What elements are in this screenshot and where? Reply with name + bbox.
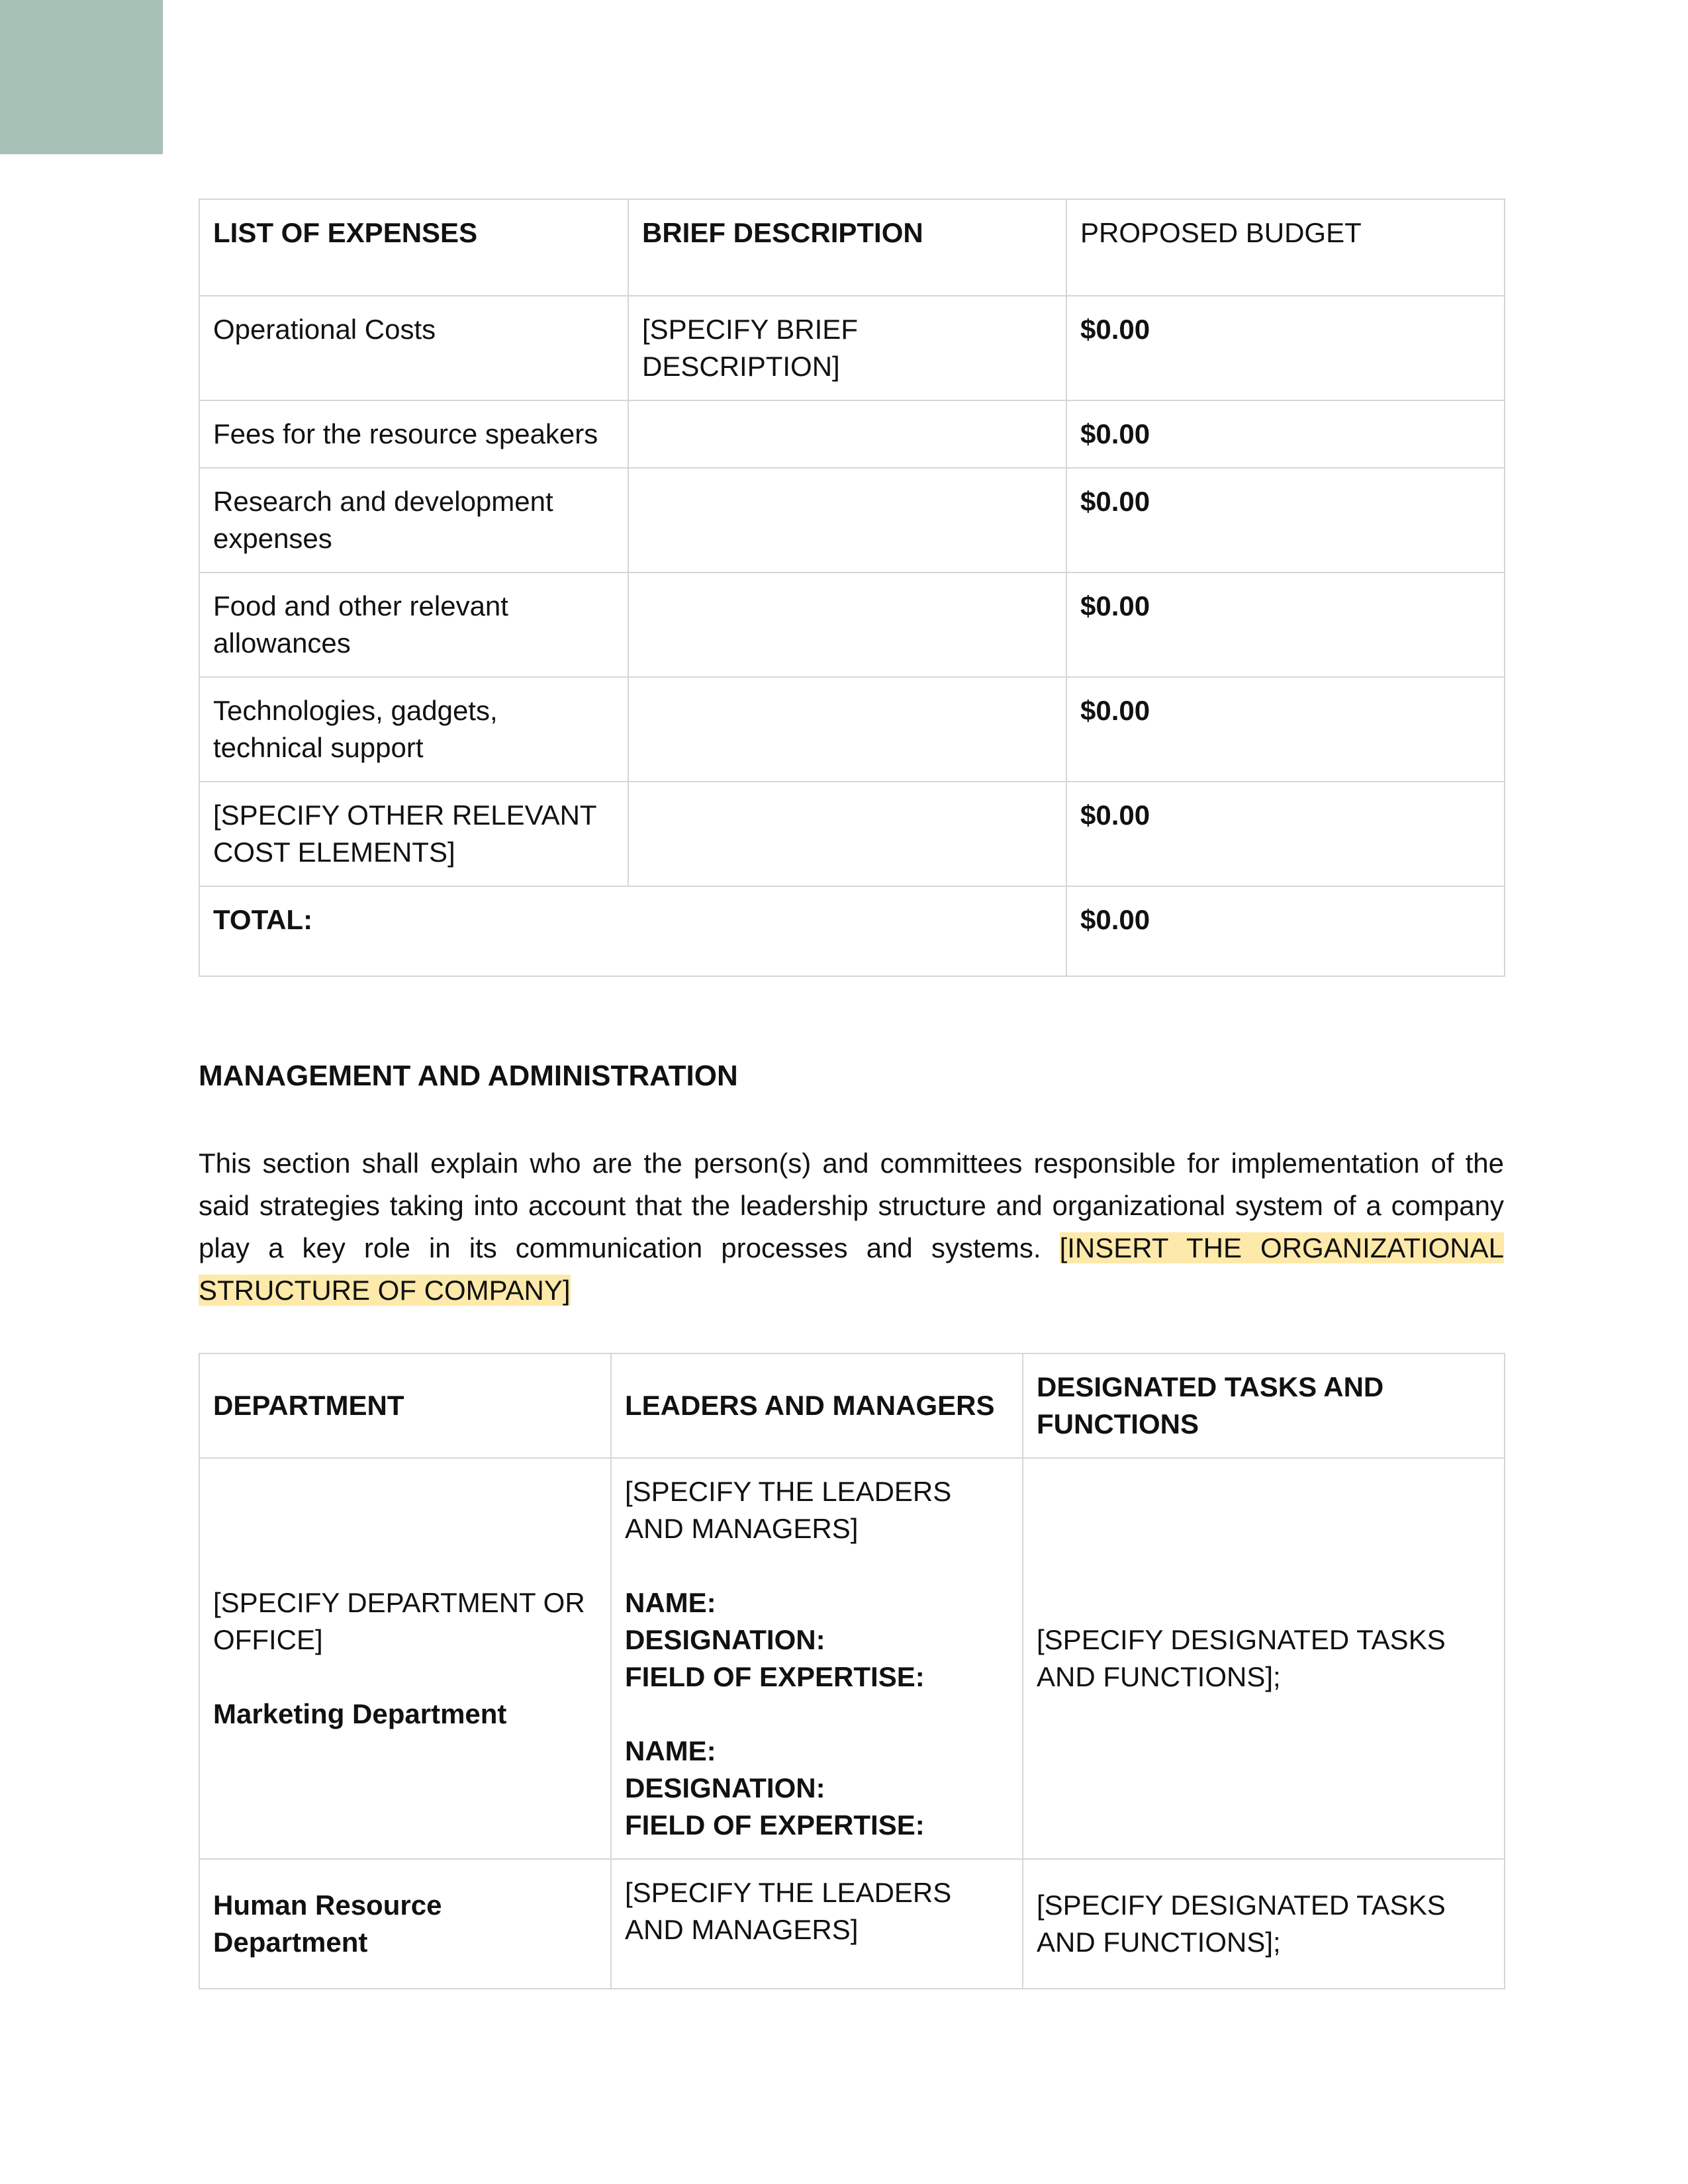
expertise-label: FIELD OF EXPERTISE: bbox=[625, 1661, 925, 1692]
table-header-row bbox=[199, 1353, 1505, 1458]
name-label: NAME: bbox=[625, 1735, 716, 1766]
budget-cell: $0.00 bbox=[1066, 468, 1505, 572]
expense-cell: Fees for the resource speakers bbox=[199, 400, 628, 468]
expense-cell: Food and other relevant allowances bbox=[199, 572, 628, 677]
department-cell bbox=[199, 1458, 611, 1859]
section-heading: MANAGEMENT AND ADMINISTRATION bbox=[199, 1060, 738, 1092]
table-row bbox=[199, 296, 1505, 400]
table-row bbox=[199, 782, 1505, 886]
description-cell bbox=[628, 677, 1066, 782]
document-page bbox=[199, 199, 1504, 1989]
leaders-placeholder: [SPECIFY THE LEADERS AND MANAGERS] bbox=[611, 1859, 1023, 1989]
department-name: Marketing Department bbox=[213, 1698, 507, 1729]
expense-cell: Technologies, gadgets, technical support bbox=[199, 677, 628, 782]
department-placeholder: [SPECIFY DEPARTMENT OR OFFICE] bbox=[213, 1587, 585, 1655]
header-leaders-and-managers: LEADERS AND MANAGERS bbox=[611, 1353, 1023, 1458]
description-cell bbox=[628, 572, 1066, 677]
section-paragraph bbox=[199, 1142, 1504, 1312]
department-name: Human Resource Department bbox=[199, 1859, 611, 1989]
corner-accent-block bbox=[0, 0, 163, 154]
description-cell bbox=[628, 782, 1066, 886]
description-cell bbox=[628, 468, 1066, 572]
expense-cell: Operational Costs bbox=[199, 296, 628, 400]
paragraph-text: This section shall explain who are the person(s) and committees responsible for implementation of the said strategies taking into account that the leadership structure and organizational system of a company play a key role in its communication processes and systems. bbox=[199, 1148, 1504, 1263]
total-value: $0.00 bbox=[1066, 886, 1505, 976]
expense-cell: Research and development expenses bbox=[199, 468, 628, 572]
designation-label: DESIGNATION: bbox=[625, 1772, 825, 1803]
expense-cell: [SPECIFY OTHER RELEVANT COST ELEMENTS] bbox=[199, 782, 628, 886]
header-list-of-expenses: LIST OF EXPENSES bbox=[199, 199, 628, 296]
header-designated-tasks: DESIGNATED TASKS AND FUNCTIONS bbox=[1023, 1353, 1505, 1458]
header-department: DEPARTMENT bbox=[199, 1353, 611, 1458]
table-header-row bbox=[199, 199, 1505, 296]
budget-cell: $0.00 bbox=[1066, 572, 1505, 677]
table-row bbox=[199, 468, 1505, 572]
tasks-cell: [SPECIFY DESIGNATED TASKS AND FUNCTIONS]; bbox=[1023, 1458, 1505, 1859]
designation-label: DESIGNATION: bbox=[625, 1624, 825, 1655]
table-row bbox=[199, 572, 1505, 677]
budget-cell: $0.00 bbox=[1066, 782, 1505, 886]
table-row bbox=[199, 677, 1505, 782]
name-label: NAME: bbox=[625, 1587, 716, 1618]
table-row bbox=[199, 1859, 1505, 1989]
tasks-cell: [SPECIFY DESIGNATED TASKS AND FUNCTIONS]; bbox=[1023, 1859, 1505, 1989]
total-label: TOTAL: bbox=[199, 886, 1066, 976]
table-row bbox=[199, 400, 1505, 468]
budget-cell: $0.00 bbox=[1066, 296, 1505, 400]
budget-cell: $0.00 bbox=[1066, 400, 1505, 468]
header-brief-description: BRIEF DESCRIPTION bbox=[628, 199, 1066, 296]
budget-cell: $0.00 bbox=[1066, 677, 1505, 782]
expertise-label: FIELD OF EXPERTISE: bbox=[625, 1809, 925, 1841]
leaders-placeholder: [SPECIFY THE LEADERS AND MANAGERS] bbox=[625, 1476, 952, 1544]
total-row bbox=[199, 886, 1505, 976]
table-row bbox=[199, 1458, 1505, 1859]
management-table bbox=[199, 1353, 1505, 1989]
leaders-cell bbox=[611, 1458, 1023, 1859]
description-cell bbox=[628, 400, 1066, 468]
header-proposed-budget: PROPOSED BUDGET bbox=[1066, 199, 1505, 296]
budget-table bbox=[199, 199, 1505, 977]
description-cell: [SPECIFY BRIEF DESCRIPTION] bbox=[628, 296, 1066, 400]
highlighted-placeholder: [INSERT THE ORGANIZATIONAL STRUCTURE OF COMPANY] bbox=[199, 1232, 1504, 1306]
